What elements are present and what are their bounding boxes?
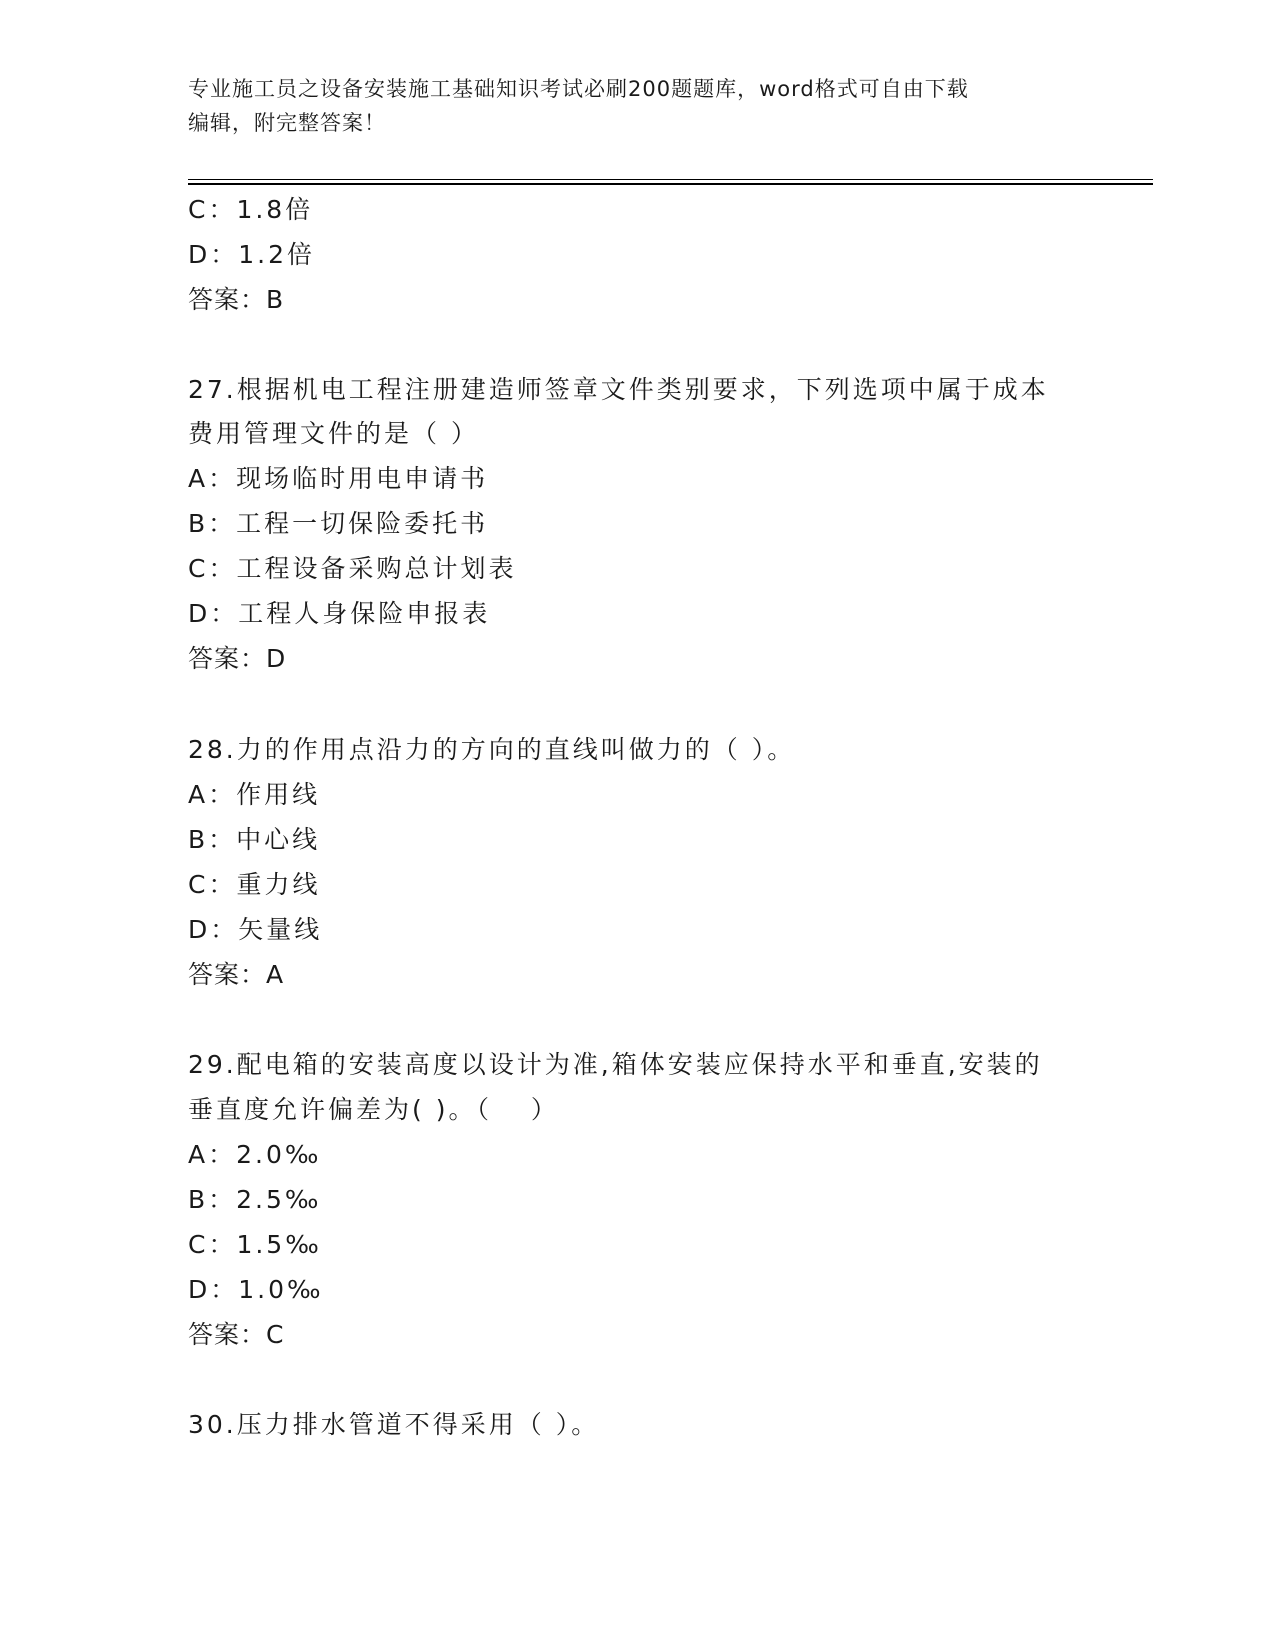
q28-option-c: C：重力线 — [188, 870, 321, 899]
q30-stem: 30.压力排水管道不得采用（ ）。 — [188, 1410, 600, 1439]
q29-option-d: D：1.0‰ — [188, 1275, 324, 1304]
header-title-line1: 专业施工员之设备安装施工基础知识考试必刷200题题库，word格式可自由下载 — [188, 77, 969, 101]
q29-stem-line1: 29.配电箱的安装高度以设计为准,箱体安装应保持水平和垂直,安装的 — [188, 1050, 1043, 1079]
q29-option-c: C：1.5‰ — [188, 1230, 322, 1259]
q29-answer: 答案：C — [188, 1320, 285, 1349]
q28-stem: 28.力的作用点沿力的方向的直线叫做力的（ ）。 — [188, 735, 796, 764]
q27-option-c: C：工程设备采购总计划表 — [188, 554, 517, 583]
q26-answer: 答案：B — [188, 285, 285, 314]
q29-stem-line2: 垂直度允许偏差为( )。（ ） — [188, 1095, 559, 1124]
q29-option-b: B：2.5‰ — [188, 1185, 322, 1214]
header-title-line2: 编辑，附完整答案！ — [188, 111, 386, 135]
q29-option-a: A：2.0‰ — [188, 1140, 322, 1169]
q28-answer: 答案：A — [188, 960, 285, 989]
header-divider-thin — [188, 179, 1153, 180]
q27-option-d: D：工程人身保险申报表 — [188, 599, 491, 628]
q28-option-b: B：中心线 — [188, 825, 321, 854]
q28-option-d: D：矢量线 — [188, 915, 323, 944]
q26-option-c: C：1.8倍 — [188, 195, 314, 224]
document-header — [188, 72, 1088, 140]
q27-stem-line1: 27.根据机电工程注册建造师签章文件类别要求，下列选项中属于成本 — [188, 375, 1049, 404]
q26-option-d: D：1.2倍 — [188, 240, 316, 269]
q27-stem-line2: 费用管理文件的是（ ） — [188, 419, 479, 448]
q27-option-a: A：现场临时用电申请书 — [188, 464, 489, 493]
q27-option-b: B：工程一切保险委托书 — [188, 509, 489, 538]
q27-answer: 答案：D — [188, 644, 287, 673]
header-divider-thick — [188, 183, 1153, 185]
q28-option-a: A：作用线 — [188, 780, 321, 809]
